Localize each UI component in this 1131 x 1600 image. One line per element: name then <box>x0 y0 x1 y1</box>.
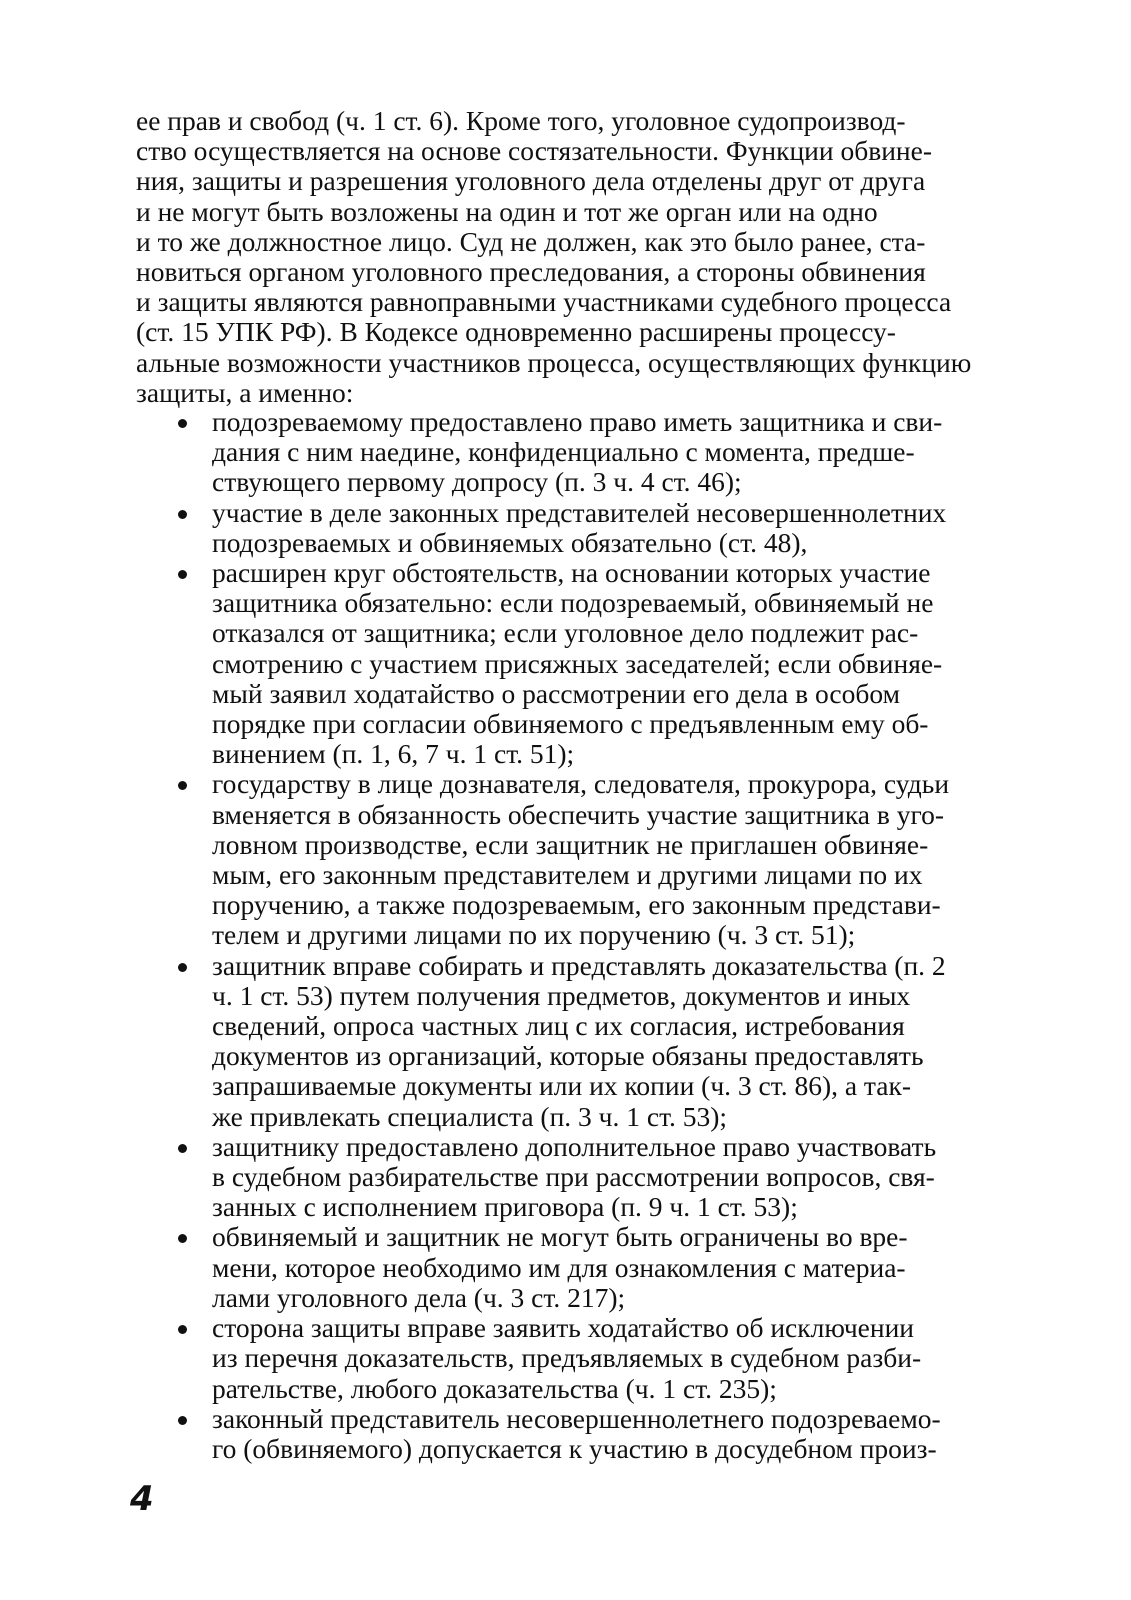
bullet-text <box>212 407 998 498</box>
text-line: обвиняемый и защитник не могут быть ограничены во вре- <box>212 1221 908 1253</box>
bullet-item-evidence-exclusion <box>136 1313 998 1404</box>
text-line: вменяется в обязанность обеспечить участие защитника в уго- <box>212 798 944 830</box>
bullet-dot-icon <box>178 781 187 790</box>
bullet-text <box>212 498 998 558</box>
bullet-dot-icon <box>178 1234 187 1243</box>
bullet-text <box>212 1313 998 1404</box>
text-line: запрашиваемые документы или их копии (ч. 3 ст. 86), а так- <box>212 1070 912 1102</box>
bullet-text <box>212 558 998 769</box>
bullet-dot-icon <box>178 570 187 579</box>
text-line: ч. 1 ст. 53) путем получения предметов, документов и иных <box>212 979 911 1011</box>
text-line: государству в лице дознавателя, следователя, прокурора, судьи <box>212 768 950 800</box>
bullet-text <box>212 1222 998 1313</box>
text-line: альные возможности участников процесса, осуществляющих функцию <box>136 346 972 378</box>
text-line: и не могут быть возложены на один и тот же орган или на одно <box>136 195 878 227</box>
text-line: ствующего первому допросу (п. 3 ч. 4 ст. 46); <box>212 466 742 498</box>
bullet-text <box>212 951 998 1132</box>
text-line: и защиты являются равноправными участниками судебного процесса <box>136 286 952 318</box>
text-line: дания с ним наедине, конфиденциально с момента, предше- <box>212 436 915 468</box>
text-line: сторона защиты вправе заявить ходатайство об исключении <box>212 1312 915 1344</box>
text-line: подозреваемому предоставлено право иметь защитника и сви- <box>212 406 943 437</box>
text-line: смотрению с участием присяжных заседателей; если обвиняе- <box>212 647 943 679</box>
text-line: расширен круг обстоятельств, на основании которых участие <box>212 557 931 589</box>
bullet-item-state-obligation <box>136 769 998 950</box>
text-line: порядке при согласии обвиняемого с предъявленным ему об- <box>212 708 929 740</box>
bullet-item-mandatory-counsel <box>136 558 998 769</box>
text-line: защиты, а именно: <box>136 376 354 408</box>
text-line: мени, которое необходимо им для ознакомления с материа- <box>212 1251 906 1283</box>
bullet-item-legal-representatives <box>136 498 998 558</box>
text-line: подозреваемых и обвиняемых обязательно (ст. 48), <box>212 526 808 558</box>
text-line: новиться органом уголовного преследования, а стороны обвинения <box>136 256 926 288</box>
bullet-dot-icon <box>178 1416 187 1425</box>
text-line: телем и другими лицами по их поручению (ч. 3 ст. 51); <box>212 919 856 951</box>
text-line: мый заявил ходатайство о рассмотрении его дела в особом <box>212 677 900 709</box>
text-line: рательстве, любого доказательства (ч. 1 ст. 235); <box>212 1372 777 1404</box>
bullet-dot-icon <box>178 1144 187 1153</box>
text-line: мым, его законным представителем и другими лицами по их <box>212 859 923 891</box>
intro-paragraph <box>136 106 998 408</box>
bullet-dot-icon <box>178 963 187 972</box>
bullet-dot-icon <box>178 419 187 428</box>
text-line: ния, защиты и разрешения уголовного дела отделены друг от друга <box>136 165 926 197</box>
text-line: занных с исполнением приговора (п. 9 ч. 1 ст. 53); <box>212 1191 798 1223</box>
text-line: (ст. 15 УПК РФ). В Кодексе одновременно расширены процессу- <box>136 316 896 348</box>
text-line: законный представитель несовершеннолетнего подозреваемо- <box>212 1402 941 1434</box>
bullet-item-sentence-execution <box>136 1132 998 1223</box>
text-line: ловном производстве, если защитник не приглашен обвиняе- <box>212 828 929 860</box>
text-line: участие в деле законных представителей несовершеннолетних <box>212 496 947 528</box>
text-line: винением (п. 1, 6, 7 ч. 1 ст. 51); <box>212 738 575 770</box>
text-line: документов из организаций, которые обязаны предоставлять <box>212 1040 924 1072</box>
bullet-item-time-unlimited <box>136 1222 998 1313</box>
text-line: защитник вправе собирать и представлять доказательства (п. 2 <box>212 949 946 981</box>
bullet-text <box>212 1404 998 1464</box>
bullet-dot-icon <box>178 1325 187 1334</box>
text-line: ство осуществляется на основе состязательности. Функции обвине- <box>136 135 932 167</box>
bullet-text <box>212 1132 998 1223</box>
bullet-dot-icon <box>178 510 187 519</box>
text-line: ее прав и свобод (ч. 1 ст. 6). Кроме того, уголовное судопроизвод- <box>136 105 906 136</box>
text-line: поручению, а также подозреваемым, его законным представи- <box>212 889 941 921</box>
text-line: го (обвиняемого) допускается к участию в досудебном произ- <box>212 1432 937 1464</box>
bullet-item-suspect-counsel <box>136 407 998 498</box>
text-line: же привлекать специалиста (п. 3 ч. 1 ст. 53); <box>212 1100 728 1132</box>
rights-bullet-list <box>136 407 998 1464</box>
bullet-item-evidence-collection <box>136 951 998 1132</box>
text-line: отказался от защитника; если уголовное дело подлежит рас- <box>212 617 919 649</box>
text-line: из перечня доказательств, предъявляемых в судебном разби- <box>212 1342 922 1374</box>
text-line: защитника обязательно: если подозреваемый, обвиняемый не <box>212 587 934 619</box>
text-line: защитнику предоставлено дополнительное право участвовать <box>212 1130 937 1162</box>
bullet-item-minor-representative <box>136 1404 998 1464</box>
bullet-text <box>212 769 998 950</box>
text-line: лами уголовного дела (ч. 3 ст. 217); <box>212 1281 626 1313</box>
text-line: в судебном разбирательстве при рассмотрении вопросов, свя- <box>212 1161 935 1193</box>
page-number: 4 <box>130 1479 154 1519</box>
text-line: и то же должностное лицо. Суд не должен, как это было ранее, ста- <box>136 225 926 257</box>
text-line: сведений, опроса частных лиц с их согласия, истребования <box>212 1010 905 1042</box>
